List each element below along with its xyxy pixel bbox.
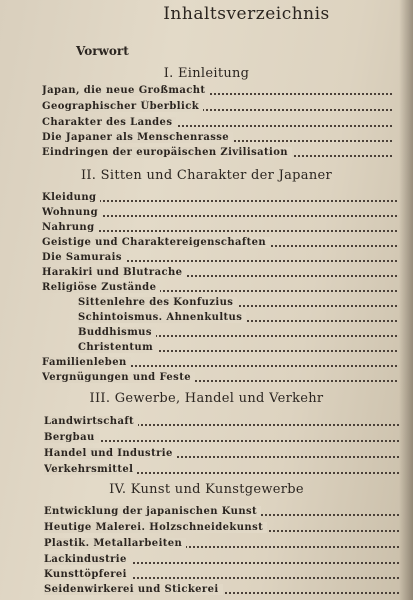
vorwort-heading: Vorwort [76, 44, 129, 58]
toc-entry-label: Plastik. Metallarbeiten [44, 538, 183, 549]
toc-entry-label: Harakiri und Blutrache [42, 267, 183, 278]
toc-entry-label: Nahrung [42, 222, 95, 233]
toc-entry [42, 281, 397, 295]
toc-entry-label: Kunsttöpferei [44, 569, 127, 580]
toc-entry [44, 537, 399, 551]
toc-entry-label: Geistige und Charaktereigenschaften [42, 237, 267, 248]
toc-entry [44, 583, 399, 597]
toc-subentry [78, 341, 397, 355]
toc-entry [42, 206, 397, 220]
toc-entry [42, 356, 397, 370]
toc-entry [44, 568, 399, 582]
toc-entry [42, 131, 392, 145]
toc-entry [44, 553, 399, 567]
toc-entry-label: Verkehrsmittel [44, 464, 134, 475]
toc-entry-label: Japan, die neue Großmacht [42, 85, 206, 96]
toc-entry [42, 251, 397, 265]
toc-entry [42, 371, 397, 385]
toc-entry-label: Religiöse Zustände [42, 282, 157, 293]
toc-subentry [78, 311, 397, 325]
toc-entry [44, 521, 399, 535]
toc-entry [44, 431, 399, 445]
toc-entry-label: Charakter des Landes [42, 117, 173, 128]
page-title: Inhaltsverzeichnis [163, 4, 330, 24]
section-heading-1: I. Einleitung [163, 66, 250, 81]
toc-entry-label: Schintoismus. Ahnenkultus [78, 312, 243, 323]
toc-entry-label: Landwirtschaft [44, 416, 135, 427]
toc-entry [42, 266, 397, 280]
toc-entry-label: Kleidung [42, 192, 97, 203]
toc-entry [42, 146, 392, 160]
page-edge-shadow [399, 0, 413, 600]
section-heading-3: III. Gewerbe, Handel und Verkehr [89, 391, 324, 406]
toc-entry-label: Sittenlehre des Konfuzius [78, 297, 234, 308]
toc-entry [42, 84, 392, 98]
toc-entry-label: Die Japaner als Menschenrasse [42, 132, 230, 143]
toc-subentry [78, 326, 397, 340]
toc-entry-label: Eindringen der europäischen Zivilisation [42, 147, 288, 158]
toc-entry-label: Buddhismus [78, 327, 152, 338]
toc-entry-label: Familienleben [42, 357, 127, 368]
toc-entry-label: Christentum [78, 342, 154, 353]
section-heading-4: IV. Kunst und Kunstgewerbe [109, 482, 304, 497]
toc-entry-label: Die Samurais [42, 252, 122, 263]
toc-entry [44, 463, 399, 477]
toc-entry [44, 415, 399, 429]
toc-entry-label: Seidenwirkerei und Stickerei [44, 584, 219, 595]
toc-entry-label: Lackindustrie [44, 554, 127, 565]
section-heading-2: II. Sitten und Charakter der Japaner [80, 168, 333, 183]
toc-entry-label: Handel und Industrie [44, 448, 173, 459]
toc-entry-label: Entwicklung der japanischen Kunst [44, 506, 258, 517]
toc-entry [42, 221, 397, 235]
toc-entry [44, 505, 399, 519]
toc-entry-label: Vergnügungen und Feste [42, 372, 191, 383]
toc-entry [42, 116, 392, 130]
toc-entry-label: Geographischer Überblick [42, 101, 200, 112]
toc-entry-label: Bergbau [44, 432, 95, 443]
toc-entry-label: Heutige Malerei. Holzschneidekunst [44, 522, 264, 533]
toc-entry [42, 191, 397, 205]
toc-entry-label: Wohnung [42, 207, 98, 218]
toc-entry [42, 100, 392, 114]
toc-entry [42, 236, 397, 250]
toc-entry [44, 447, 399, 461]
toc-subentry [78, 296, 397, 310]
